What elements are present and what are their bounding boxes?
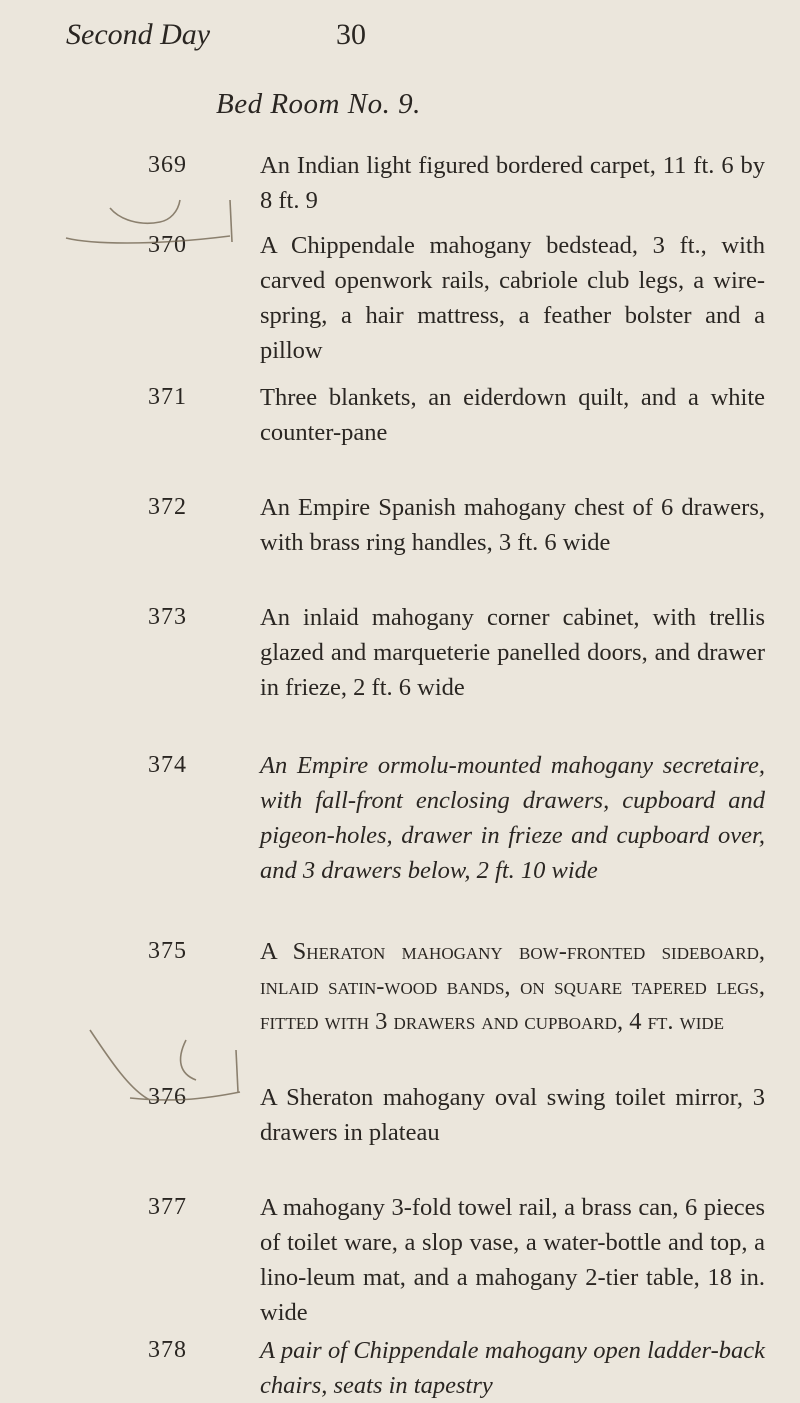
- page-number: 30: [336, 18, 366, 51]
- lot-description: An inlaid mahogany corner cabinet, with trellis glazed and marqueterie panelled doors, and drawer in frieze, 2 ft. 6 wide: [260, 604, 765, 701]
- lot-number: 373: [148, 604, 187, 630]
- lot-description: A Chippendale mahogany bedstead, 3 ft., with carved openwork rails, cabriole club legs, a wire-spring, a hair mattress, a feather bolster and a pillow: [260, 232, 765, 364]
- lot-description: A Sheraton mahogany oval swing toilet mirror, 3 drawers in plateau: [260, 1084, 765, 1146]
- lot-number: 378: [148, 1337, 187, 1363]
- section-title: Bed Room No. 9.: [216, 88, 421, 120]
- lot-number: 371: [148, 384, 187, 410]
- running-head: [66, 18, 740, 58]
- lot-description: A mahogany 3-fold towel rail, a brass can, 6 pieces of toilet ware, a slop vase, a water-bottle and top, a lino-leum mat, and a mahogany 2-tier table, 18 in. wide: [260, 1194, 765, 1326]
- lot-description: A pair of Chippendale mahogany open ladder-back chairs, seats in tapestry: [260, 1337, 765, 1399]
- lot-number: 376: [148, 1084, 187, 1110]
- lot-number: 372: [148, 494, 187, 520]
- lot-description: An Indian light figured bordered carpet, 11 ft. 6 by 8 ft. 9: [260, 152, 765, 214]
- lot-description: Three blankets, an eiderdown quilt, and a white counter-pane: [260, 384, 765, 446]
- running-head-title: Second Day: [66, 18, 211, 51]
- lot-number: 369: [148, 152, 187, 178]
- lot-description: An Empire ormolu-mounted mahogany secretaire, with fall-front enclosing drawers, cupboard and pigeon-holes, drawer in frieze and cupboard over, and 3 drawers below, 2 ft. 10 wide: [260, 752, 765, 884]
- lot-number: 375: [148, 938, 187, 964]
- lot-description: An Empire Spanish mahogany chest of 6 drawers, with brass ring handles, 3 ft. 6 wide: [260, 494, 765, 556]
- lot-number: 370: [148, 232, 187, 258]
- lot-description: A Sheraton mahogany bow-fronted sideboard, inlaid satin-wood bands, on square tapered legs, fitted with 3 drawers and cupboard, 4 ft. wide: [260, 938, 765, 1035]
- lot-number: 377: [148, 1194, 187, 1220]
- lot-number: 374: [148, 752, 187, 778]
